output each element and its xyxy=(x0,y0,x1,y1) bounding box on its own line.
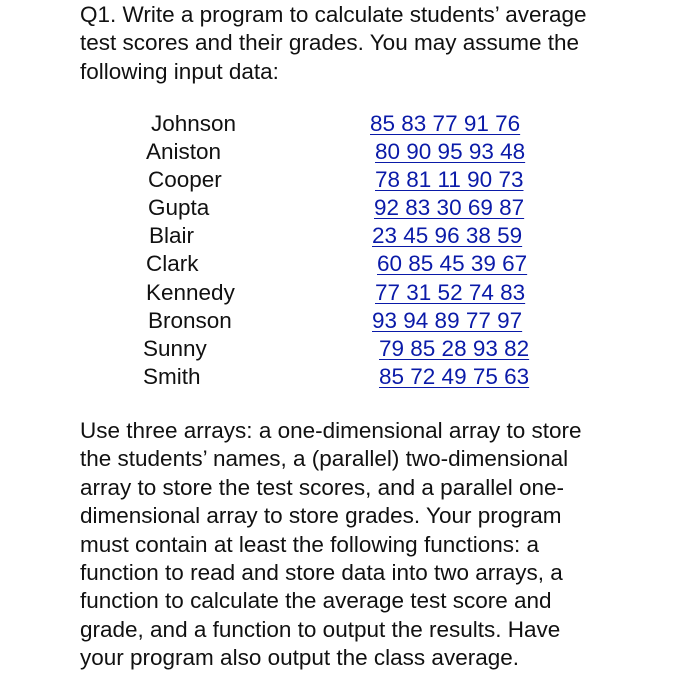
student-scores-link[interactable]: 23 45 96 38 59 xyxy=(372,223,523,248)
student-name: Gupta xyxy=(148,195,210,220)
instructions-line: dimensional array to store grades. Your program xyxy=(80,503,562,529)
question-line: following input data: xyxy=(80,58,279,84)
student-scores-link[interactable]: 78 81 11 90 73 xyxy=(375,167,524,192)
student-scores-link[interactable]: 93 94 89 77 97 xyxy=(372,308,523,333)
student-name: Bronson xyxy=(148,308,232,333)
student-scores-link[interactable]: 85 83 77 91 76 xyxy=(370,111,521,136)
student-name: Clark xyxy=(146,251,199,276)
student-scores-link[interactable]: 77 31 52 74 83 xyxy=(375,280,526,305)
student-name: Kennedy xyxy=(146,280,235,305)
student-scores-link[interactable]: 79 85 28 93 82 xyxy=(379,336,530,361)
instructions-line: the students’ names, a (parallel) two-dimensional xyxy=(80,446,569,472)
instructions-line: function to calculate the average test score and xyxy=(80,588,552,614)
instructions-line: grade, and a function to output the results. Have xyxy=(80,616,561,642)
instructions-line: your program also output the class average. xyxy=(80,645,519,671)
student-name: Aniston xyxy=(146,139,222,164)
student-name: Smith xyxy=(143,364,201,389)
student-scores-link[interactable]: 85 72 49 75 63 xyxy=(379,364,530,389)
question-line: Q1. Write a program to calculate students’ average xyxy=(80,2,587,27)
instructions-line: array to store the test scores, and a parallel one- xyxy=(80,474,565,500)
student-scores-link[interactable]: 60 85 45 39 67 xyxy=(377,251,528,276)
instructions-line: must contain at least the following functions: a xyxy=(80,531,540,557)
student-name: Johnson xyxy=(151,111,237,136)
question-line: test scores and their grades. You may assume the xyxy=(80,30,580,56)
student-name: Sunny xyxy=(143,336,207,361)
instructions-line: Use three arrays: a one-dimensional array to store xyxy=(80,418,582,443)
student-scores-link[interactable]: 92 83 30 69 87 xyxy=(374,195,525,220)
instructions-line: function to read and store data into two arrays, a xyxy=(80,560,563,586)
instructions-paragraph xyxy=(80,417,640,673)
student-name: Blair xyxy=(149,223,195,248)
student-name: Cooper xyxy=(148,167,222,192)
student-scores-link[interactable]: 80 90 95 93 48 xyxy=(375,139,526,164)
